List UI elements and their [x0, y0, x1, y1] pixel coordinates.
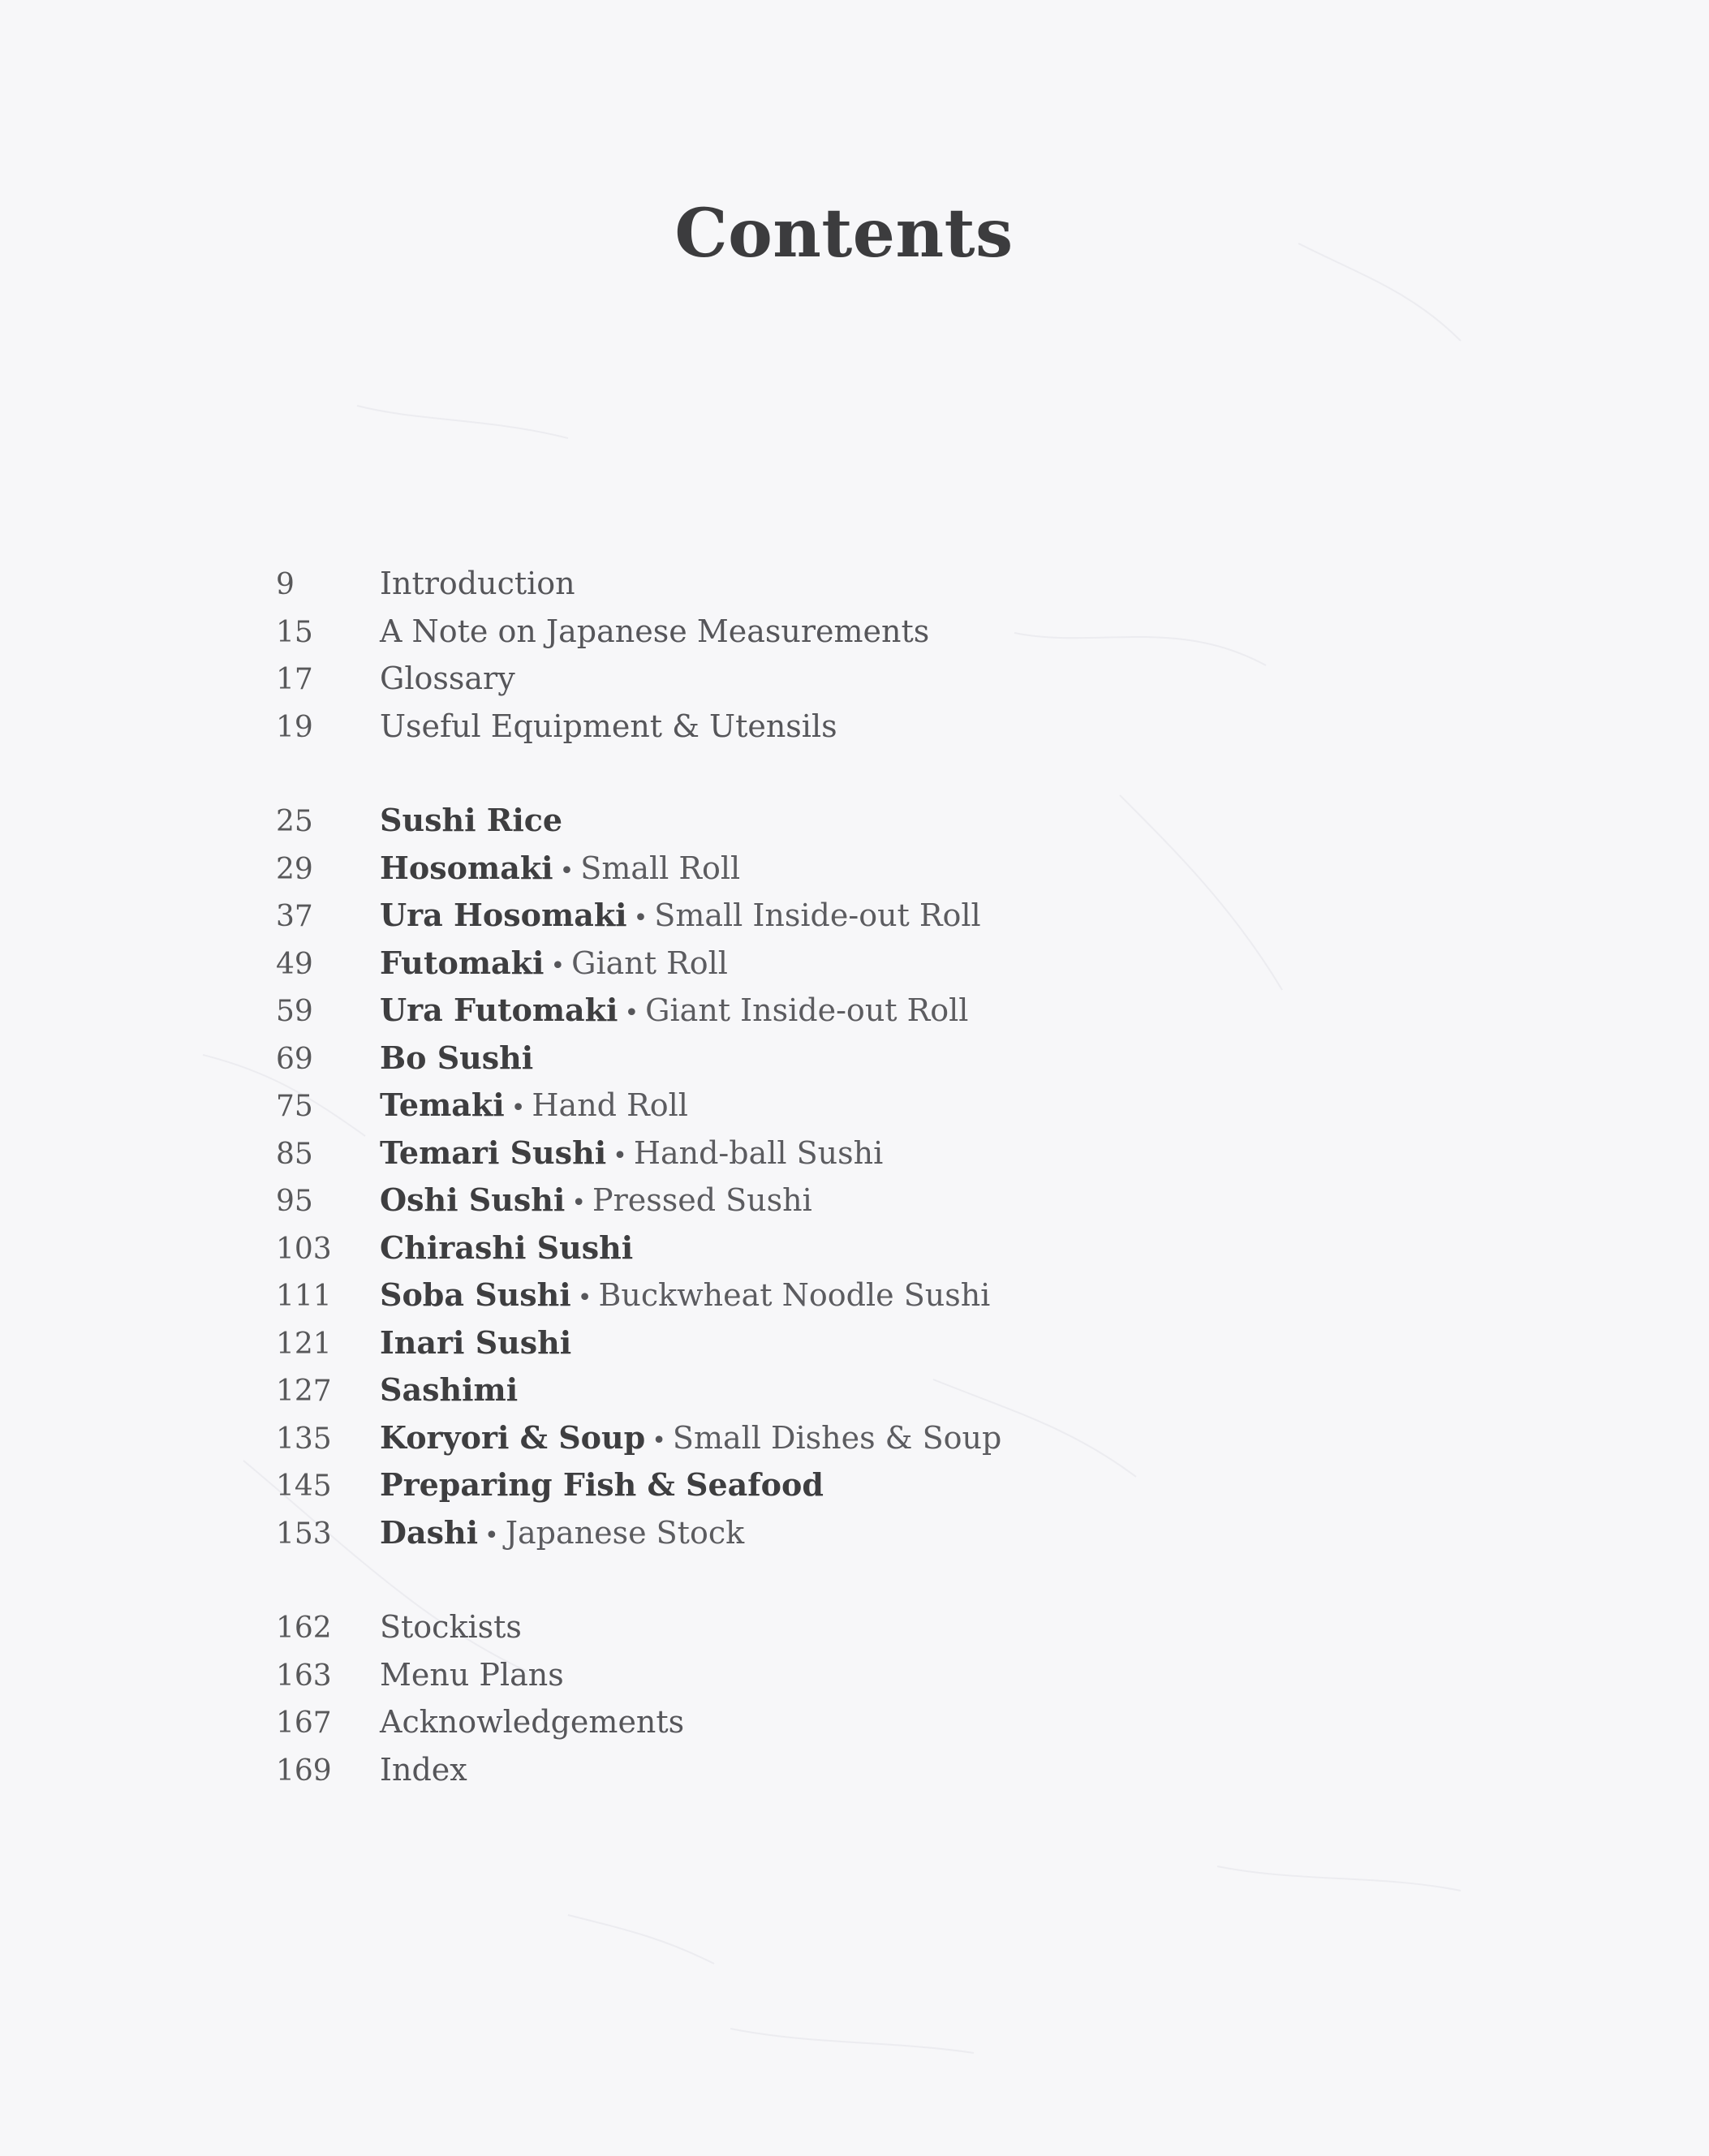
- toc-entry-title: Soba Sushi: [380, 1276, 571, 1313]
- toc-entry-title: Temaki: [380, 1087, 505, 1123]
- toc-entry: [276, 1414, 1493, 1462]
- toc-entry-subtitle: Small Inside-out Roll: [654, 897, 981, 933]
- bullet-separator: •: [633, 904, 648, 932]
- bullet-separator: •: [652, 1426, 666, 1455]
- toc-page-number: 162: [276, 1612, 332, 1645]
- toc-group: [276, 797, 1493, 1556]
- toc-page-number: 85: [276, 1137, 313, 1171]
- toc-entry: [276, 1177, 1493, 1224]
- bullet-separator: •: [577, 1284, 592, 1312]
- toc-entry: [276, 1130, 1493, 1177]
- toc-entry-subtitle: Japanese Stock: [505, 1514, 745, 1551]
- toc-entry: [276, 845, 1493, 893]
- toc-entry: [276, 797, 1493, 845]
- toc-page-number: 127: [276, 1375, 332, 1408]
- toc-page-number: 19: [276, 710, 313, 744]
- toc-entry-title: Sashimi: [380, 1371, 519, 1408]
- bullet-separator: •: [613, 1141, 627, 1170]
- toc-page-number: 9: [276, 568, 295, 601]
- toc-page-number: 153: [276, 1517, 332, 1551]
- toc-entry-title: Preparing Fish & Seafood: [380, 1466, 824, 1503]
- toc-page-number: 49: [276, 947, 313, 981]
- toc-entry: [276, 655, 1493, 703]
- bullet-separator: •: [559, 856, 575, 885]
- toc-entry: [276, 703, 1493, 751]
- toc-page-number: 75: [276, 1090, 313, 1123]
- toc-page-number: 95: [276, 1185, 313, 1218]
- toc-entry-title: Chirashi Sushi: [380, 1229, 634, 1266]
- toc-entry: [276, 1035, 1493, 1082]
- toc-entry-subtitle: Hand Roll: [532, 1087, 688, 1123]
- toc-entry: [276, 1319, 1493, 1367]
- toc-entry: [276, 1366, 1493, 1414]
- toc-entry-subtitle: Small Dishes & Soup: [672, 1419, 1002, 1456]
- toc-page-number: 167: [276, 1706, 332, 1740]
- toc-entry-title: Oshi Sushi: [380, 1181, 566, 1218]
- bullet-separator: •: [571, 1189, 587, 1217]
- page-title: Contents: [674, 195, 1014, 273]
- toc-entry: [276, 1272, 1493, 1319]
- toc-entry-title: Glossary: [380, 661, 515, 696]
- toc-entry-title: Stockists: [380, 1609, 522, 1645]
- toc-entry-title: A Note on Japanese Measurements: [380, 613, 930, 649]
- toc-page-number: 37: [276, 900, 313, 933]
- toc-entry-title: Sushi Rice: [380, 802, 563, 838]
- toc-entry-title: Menu Plans: [380, 1656, 564, 1693]
- toc-entry-title: Dashi: [380, 1513, 479, 1551]
- toc-page-number: 121: [276, 1327, 332, 1361]
- toc-entry: [276, 1082, 1493, 1130]
- toc-entry-title: Useful Equipment & Utensils: [380, 708, 837, 744]
- toc-entry-title: Introduction: [380, 566, 575, 601]
- toc-entry: [276, 608, 1493, 656]
- toc-page-number: 17: [276, 663, 313, 696]
- toc-entry-title: Ura Hosomaki: [380, 897, 627, 933]
- toc-page-number: 169: [276, 1754, 332, 1788]
- toc-entry-subtitle: Giant Roll: [571, 945, 728, 981]
- toc-entry: [276, 1224, 1493, 1272]
- toc-page-number: 25: [276, 805, 313, 838]
- toc-page-number: 69: [276, 1042, 313, 1076]
- toc-entry: [276, 892, 1493, 940]
- toc-entry-title: Temari Sushi: [380, 1134, 607, 1171]
- toc-entry-title: Acknowledgements: [380, 1704, 685, 1740]
- toc-entry: [276, 560, 1493, 608]
- toc-entry: [276, 1461, 1493, 1509]
- toc-page-number: 135: [276, 1422, 332, 1456]
- toc-entry: [276, 987, 1493, 1035]
- bullet-separator: •: [510, 1094, 526, 1122]
- toc-entry: [276, 1651, 1493, 1699]
- bullet-separator: •: [624, 999, 639, 1027]
- toc-group: [276, 1603, 1493, 1793]
- toc-entry: [276, 1698, 1493, 1746]
- toc-entry-title: Ura Futomaki: [380, 992, 618, 1028]
- toc-entry-title: Koryori & Soup: [380, 1418, 646, 1456]
- toc-page-number: 163: [276, 1659, 332, 1693]
- toc-entry-title: Inari Sushi: [380, 1323, 572, 1361]
- toc-entry-subtitle: Giant Inside-out Roll: [645, 992, 969, 1028]
- toc-entry-subtitle: Buckwheat Noodle Sushi: [598, 1277, 991, 1313]
- toc-entry: [276, 1746, 1493, 1794]
- toc-entry-subtitle: Small Roll: [580, 850, 741, 886]
- toc-entry-title: Bo Sushi: [380, 1039, 534, 1076]
- toc-entry-title: Index: [380, 1751, 467, 1788]
- toc-entry: [276, 1603, 1493, 1651]
- toc-page-number: 145: [276, 1470, 332, 1503]
- toc-entry-subtitle: Pressed Sushi: [592, 1182, 812, 1218]
- toc-page-number: 111: [276, 1280, 332, 1313]
- toc-page-number: 29: [276, 852, 313, 886]
- table-of-contents: [276, 560, 1493, 1840]
- toc-entry-title: Futomaki: [380, 944, 545, 981]
- toc-page-number: 15: [276, 615, 313, 649]
- toc-entry: [276, 1509, 1493, 1557]
- toc-group: [276, 560, 1493, 750]
- toc-entry: [276, 940, 1493, 988]
- toc-page-number: 59: [276, 995, 313, 1028]
- bullet-separator: •: [484, 1521, 499, 1550]
- toc-entry-subtitle: Hand-ball Sushi: [633, 1134, 884, 1171]
- bullet-separator: •: [550, 951, 566, 980]
- toc-entry-title: Hosomaki: [380, 849, 553, 886]
- toc-page-number: 103: [276, 1232, 332, 1266]
